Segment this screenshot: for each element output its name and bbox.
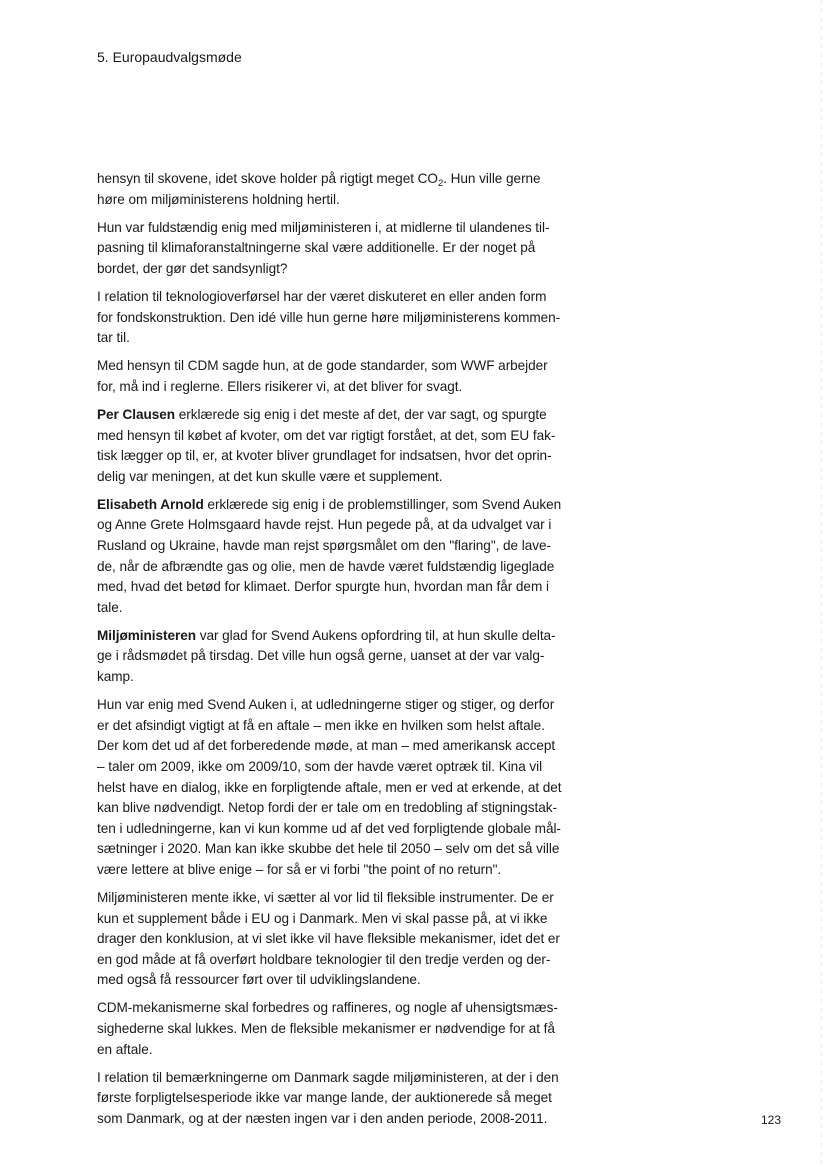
text-line (97, 577, 579, 598)
line-text: delig var meningen, at det kun skulle være et supplement. (97, 468, 443, 484)
line-text: Miljøministeren mente ikke, vi sætter al vor lid til fleksible instrumenter. De er (97, 890, 554, 905)
text-line (97, 667, 579, 688)
text-line (97, 819, 579, 840)
line-text: erklærede sig enig i det meste af det, der var sagt, og spurgte (175, 406, 547, 422)
text-line (97, 356, 579, 377)
paragraph (97, 287, 579, 349)
text-line (97, 557, 579, 578)
text-line (97, 1068, 579, 1089)
line-text: med, hvad det betød for klimaet. Derfor spurgte hun, hvordan man får dem i (97, 579, 549, 595)
line-text: en god måde at få overført holdbare teknologier til den tredje verden og der- (97, 951, 551, 967)
line-text: kamp. (97, 669, 134, 685)
line-text: CDM-mekanismerne skal forbedres og raffineres, og nogle af uhensigtsmæs- (97, 1000, 558, 1016)
line-text: kan blive nødvendigt. Netop fordi der er tale om en tredobling af stigningstak- (97, 800, 558, 816)
line-text: er det afsindigt vigtigt at få en aftale – men ikke en hvilken som helst aftale. (97, 717, 545, 733)
text-line (97, 626, 579, 647)
text-line (97, 426, 579, 447)
text-line (97, 757, 579, 778)
line-text: ten i udledningerne, kan vi kun komme ud af det ved forpligtende globale mål- (97, 820, 561, 836)
text-line (97, 238, 579, 259)
text-line (97, 495, 579, 516)
line-text: bordet, der gør det sandsynligt? (97, 260, 288, 276)
text-line (97, 328, 579, 349)
page-header: 5. Europaudvalgsmøde (97, 49, 242, 65)
text-line (97, 798, 579, 819)
text-line (97, 598, 579, 619)
text-line (97, 218, 579, 239)
line-text: som Danmark, og at der næsten ingen var i den anden periode, 2008-2011. (97, 1110, 548, 1126)
text-line (97, 377, 579, 398)
line-text: var glad for Svend Aukens opfordring til, at hun skulle delta- (195, 627, 556, 643)
paragraph (97, 626, 579, 688)
text-line (97, 1019, 579, 1040)
line-text: for fondskonstruktion. Den idé ville hun gerne høre miljøministerens kommen- (97, 309, 561, 325)
text-line (97, 970, 579, 991)
paragraph (97, 695, 579, 880)
paragraph (97, 356, 579, 397)
text-line (97, 716, 579, 737)
line-text: Hun var enig med Svend Auken i, at udledningerne stiger og stiger, og derfor (97, 697, 555, 713)
line-text: med hensyn til købet af kvoter, om det var rigtigt forstået, at det, som EU fak- (97, 427, 556, 443)
line-text: ge i rådsmødet på tirsdag. Det ville hun også gerne, uanset at der var valg- (97, 648, 545, 664)
paragraph (97, 1068, 579, 1130)
text-line (97, 515, 579, 536)
line-text: Med hensyn til CDM sagde hun, at de gode standarder, som WWF arbejder (97, 358, 548, 374)
line-text: Hun var fuldstændig enig med miljøministeren i, at midlerne til ulandenes til- (97, 219, 550, 235)
line-text: pasning til klimaforanstaltningerne skal være additionelle. Er der noget på (97, 240, 536, 256)
text-line (97, 695, 579, 716)
text-line (97, 929, 579, 950)
paragraph (97, 405, 579, 487)
line-text: – taler om 2009, ikke om 2009/10, som der havde været optræk til. Kina vil (97, 758, 543, 774)
text-line (97, 190, 579, 211)
text-line (97, 308, 579, 329)
line-text: tale. (97, 599, 123, 615)
line-text: Rusland og Ukraine, havde man rejst spørgsmålet om den "flaring", de lave- (97, 538, 552, 553)
text-line (97, 1088, 579, 1109)
text-line (97, 909, 579, 930)
text-line (97, 736, 579, 757)
line-text: være lettere at blive enige – for så er vi forbi "the point of no return". (97, 861, 502, 877)
line-text: en aftale. (97, 1041, 153, 1057)
page-number: 123 (761, 1113, 782, 1127)
line-text: drager den konklusion, at vi slet ikke vil have fleksible mekanismer, idet det er (97, 931, 560, 947)
line-text: de, når de afbrændte gas og olie, men de havde været fuldstændig ligeglade (97, 558, 555, 574)
text-line (97, 646, 579, 667)
text-line (97, 536, 579, 557)
text-line (97, 998, 579, 1019)
paragraph (97, 218, 579, 280)
line-text: kun et supplement både i EU og i Danmark. Men vi skal passe på, at vi ikke (97, 910, 548, 926)
text-line (97, 169, 579, 190)
line-text: for, må ind i reglerne. Ellers risikerer vi, at det bliver for svagt. (97, 378, 463, 394)
line-text: erklærede sig enig i de problemstillinger, som Svend Auken (203, 496, 562, 512)
line-text: I relation til bemærkningerne om Danmark sagde miljøministeren, at der i den (97, 1069, 559, 1085)
text-line (97, 446, 579, 467)
speaker-name: Miljøministeren (97, 627, 196, 643)
paragraph (97, 169, 579, 210)
line-text: høre om miljøministerens holdning hertil. (97, 191, 340, 207)
line-text: I relation til teknologioverførsel har der været diskuteret en eller anden form (97, 288, 547, 304)
text-line (97, 888, 579, 909)
text-line (97, 287, 579, 308)
paragraph (97, 888, 579, 991)
text-line (97, 259, 579, 280)
body-text (97, 169, 579, 1137)
text-line (97, 950, 579, 971)
scan-edge-decoration (821, 0, 822, 1167)
subscript: 2 (437, 178, 444, 189)
speaker-name: Elisabeth Arnold (97, 496, 204, 512)
text-line (97, 1109, 579, 1130)
line-text: tisk lægger op til, er, at kvoter bliver grundlaget for indsatsen, hvor det oprin- (97, 448, 552, 464)
line-text: med også få ressourcer ført over til udviklingslandene. (97, 972, 421, 988)
paragraph (97, 495, 579, 619)
text-line (97, 860, 579, 881)
speaker-name: Per Clausen (97, 406, 176, 422)
line-text: Der kom det ud af det forberedende møde, at man – med amerikansk accept (97, 738, 556, 754)
line-text: . Hun ville gerne (443, 171, 541, 186)
text-line (97, 778, 579, 799)
text-line (97, 467, 579, 488)
line-text: og Anne Grete Holmsgaard havde rejst. Hun pegede på, at da udvalget var i (97, 517, 552, 533)
line-text: tar til. (97, 330, 130, 346)
line-text: hensyn til skovene, idet skove holder på rigtigt meget CO (97, 171, 438, 186)
line-text: første forpligtelsesperiode ikke var mange lande, der auktionerede så meget (97, 1090, 552, 1106)
line-text: helst have en dialog, ikke en forpligtende aftale, men er ved at erkende, at det (97, 779, 562, 795)
paragraph (97, 998, 579, 1060)
line-text: sighederne skal lukkes. Men de fleksible mekanismer er nødvendige for at få (97, 1021, 555, 1037)
text-line (97, 1040, 579, 1061)
text-line (97, 839, 579, 860)
text-line (97, 405, 579, 426)
line-text: sætninger i 2020. Man kan ikke skubbe det hele til 2050 – selv om det så ville (97, 841, 560, 857)
